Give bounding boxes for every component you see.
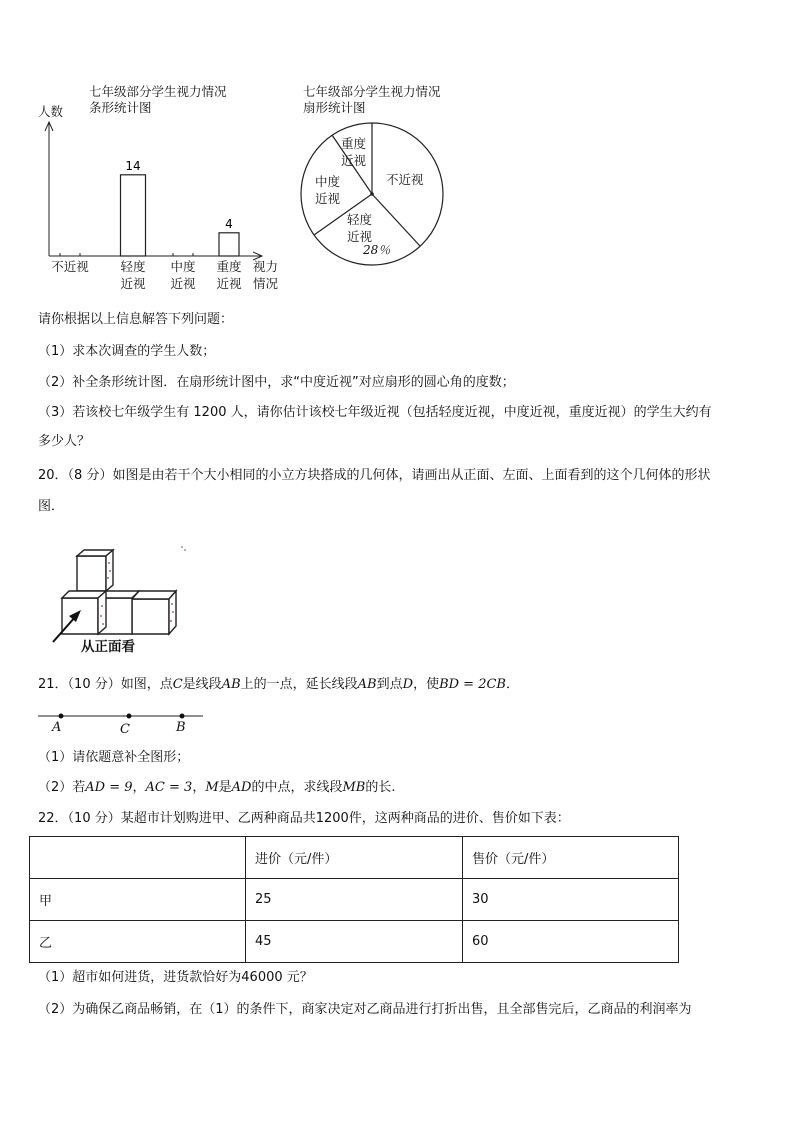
q21-text: 到点 [376,677,403,692]
bar-data-label: 4 [225,216,233,231]
table-header-cell: 售价（元/件） [463,837,679,879]
q21-text: ，使 [413,677,440,692]
table-header-cell [30,837,246,879]
label-c: C [120,722,130,737]
q21-point-m: M [205,780,219,795]
pie-chart-subtitle: 扇形统计图 [303,100,366,115]
table-cell: 25 [246,879,463,921]
q21-part1: （1）请依题意补全图形； [38,750,190,765]
q21-text: 的长. [365,780,396,795]
table-cell: 甲 [30,879,246,921]
table-header-cell: 进价（元/件） [246,837,463,879]
q21-segment: AB [357,677,377,692]
pie-center-dot [370,192,374,196]
x-label-line: 视力 [253,259,279,274]
table-cell: 45 [246,921,463,963]
q20-line2: 图． [38,499,65,514]
q22-part1: （1）超市如何进货，进货款恰好为46000 元？ [38,970,313,985]
x-tick-label-line: 不近视 [51,259,89,274]
price-table [29,836,679,963]
q21-equation: BD = 2CB [439,677,506,692]
pie-slice-label [341,135,366,169]
bar-data-label: 14 [125,158,141,173]
q21-text: ， [192,780,206,795]
x-label-line: 情况 [253,276,279,291]
table-cell: 60 [463,921,679,963]
pie-slice-label [315,173,340,207]
q19-part3-line2: 多少人？ [38,434,91,449]
table-row [30,879,679,921]
table-cell: 30 [463,879,679,921]
x-tick-label-line: 近视 [216,276,242,291]
q22-part2: （2）为确保乙商品畅销，在（1）的条件下，商家决定对乙商品进行打折出售，且全部售完后，乙商品的利润率为 [38,1002,692,1017]
q21-segment: AD [231,780,252,795]
q19-part3-line1: （3）若该校七年级学生有 1200 人，请你估计该校七年级近视（包括轻度近视，中度近视，重度近视）的学生大约有 [38,405,712,420]
q21-text: ， [132,780,146,795]
x-tick-label-line: 中度 [170,259,196,274]
table-row [30,921,679,963]
pie-label-line: 不近视 [386,172,424,187]
x-tick-label-line: 重度 [216,259,242,274]
pie-label-line: 中度 [315,174,341,189]
pie-slice-label [386,171,424,188]
point-b [180,714,185,719]
x-tick-label-line: 近视 [170,276,196,291]
pie-label-line: 近视 [315,191,341,206]
pie-label-line: 近视 [341,153,367,168]
pie-label-line: 近视 [347,229,373,244]
bar-chart-subtitle: 条形统计图 [89,100,152,115]
label-b: B [176,720,186,735]
segment-figure [0,0,240,740]
q21-text: 是 [218,780,232,795]
bar-chart-title: 七年级部分学生视力情况 [89,84,227,99]
q21-text: 21．（10 分）如图，点 [38,677,173,692]
q21-text: 是线段 [182,677,222,692]
arrow-label: 从正面看 [81,639,135,655]
q22-line1: 22．（10 分）某超市计划购进甲、乙两种商品共1200件，这两种商品的进价、售价如下表： [38,811,570,826]
bar-chart-y-label: 人数 [38,104,64,119]
table-header-row [30,837,679,879]
q21-text: 上的一点，延长线段 [240,677,358,692]
pie-divider [372,194,420,246]
x-tick-label-line: 近视 [120,276,146,291]
label-a: A [52,720,62,735]
q20-line1: 20．（8 分）如图是由若干个大小相同的小立方块搭成的几何体，请画出从正面、左面、上面看到的这个几何体的形状 [38,468,711,483]
q21-text: （2）若 [38,780,86,795]
point-a [59,714,64,719]
pie-slice-label [347,211,372,245]
point-c [127,714,132,719]
q21-part2 [38,779,396,797]
pie-label-line: 重度 [341,136,367,151]
pie-chart-title: 七年级部分学生视力情况 [303,84,441,99]
q21-point-d: D [402,677,414,692]
x-tick-label-line: 轻度 [120,259,146,274]
pie-label-line: 轻度 [347,212,373,227]
q19-part2: （2）补全条形统计图．在扇形统计图中，求“中度近视”对应扇形的圆心角的度数； [38,375,515,390]
q21-segment: AB [221,677,241,692]
q21-text: 的中点，求线段 [251,780,343,795]
q19-intro: 请你根据以上信息解答下列问题： [38,312,234,327]
table-cell: 乙 [30,921,246,963]
q21-equation: AC = 3 [145,780,193,795]
q21-text: ． [505,677,519,692]
q19-part1: （1）求本次调查的学生人数； [38,344,216,359]
q21-point-c: C [172,677,183,692]
q21-segment: MB [342,780,366,795]
pie-slice-percent: 28％ [363,243,391,257]
q21-equation: AD = 9 [85,780,133,795]
